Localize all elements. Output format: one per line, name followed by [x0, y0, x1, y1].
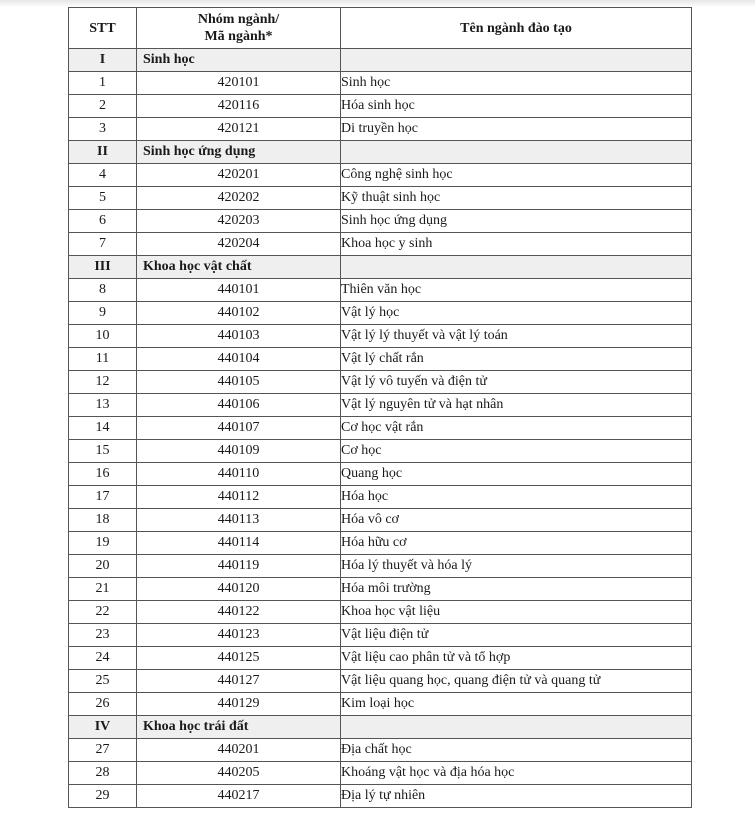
group-numeral: III [69, 256, 137, 279]
table-row [69, 417, 692, 440]
row-name: Khoa học vật liệu [341, 601, 692, 624]
row-code: 440103 [137, 325, 341, 348]
row-name: Địa chất học [341, 739, 692, 762]
group-row [69, 49, 692, 72]
row-code: 420204 [137, 233, 341, 256]
row-stt: 7 [69, 233, 137, 256]
row-code: 440113 [137, 509, 341, 532]
table-row [69, 670, 692, 693]
group-empty-cell [341, 141, 692, 164]
table-row [69, 578, 692, 601]
header-code [137, 8, 341, 49]
header-name: Tên ngành đào tạo [341, 8, 692, 49]
row-code: 420121 [137, 118, 341, 141]
row-name: Khoa học y sinh [341, 233, 692, 256]
table-row [69, 463, 692, 486]
table-row [69, 279, 692, 302]
row-stt: 29 [69, 785, 137, 808]
table-row [69, 118, 692, 141]
row-name: Hóa lý thuyết và hóa lý [341, 555, 692, 578]
row-stt: 5 [69, 187, 137, 210]
group-empty-cell [341, 49, 692, 72]
row-name: Công nghệ sinh học [341, 164, 692, 187]
row-code: 440120 [137, 578, 341, 601]
header-code-line2: Mã ngành* [204, 29, 273, 44]
row-code: 440110 [137, 463, 341, 486]
row-stt: 13 [69, 394, 137, 417]
table-row [69, 555, 692, 578]
table-row [69, 486, 692, 509]
table-row [69, 394, 692, 417]
group-row [69, 141, 692, 164]
group-empty-cell [341, 716, 692, 739]
group-title: Sinh học ứng dụng [137, 141, 341, 164]
row-code: 440101 [137, 279, 341, 302]
row-name: Quang học [341, 463, 692, 486]
row-stt: 19 [69, 532, 137, 555]
table-row [69, 187, 692, 210]
row-stt: 21 [69, 578, 137, 601]
row-name: Vật lý học [341, 302, 692, 325]
table-body [69, 49, 692, 808]
row-name: Khoáng vật học và địa hóa học [341, 762, 692, 785]
table-row [69, 647, 692, 670]
row-code: 420202 [137, 187, 341, 210]
table-row [69, 693, 692, 716]
row-code: 440201 [137, 739, 341, 762]
row-stt: 2 [69, 95, 137, 118]
row-name: Kỹ thuật sinh học [341, 187, 692, 210]
row-stt: 10 [69, 325, 137, 348]
table-row [69, 509, 692, 532]
table-row [69, 302, 692, 325]
group-numeral: I [69, 49, 137, 72]
row-code: 440119 [137, 555, 341, 578]
table-row [69, 371, 692, 394]
row-name: Cơ học vật rắn [341, 417, 692, 440]
row-stt: 4 [69, 164, 137, 187]
group-row [69, 256, 692, 279]
row-stt: 27 [69, 739, 137, 762]
row-name: Địa lý tự nhiên [341, 785, 692, 808]
group-title: Sinh học [137, 49, 341, 72]
row-stt: 20 [69, 555, 137, 578]
row-name: Hóa vô cơ [341, 509, 692, 532]
row-stt: 26 [69, 693, 137, 716]
row-stt: 15 [69, 440, 137, 463]
table-row [69, 785, 692, 808]
table-row [69, 95, 692, 118]
row-code: 440104 [137, 348, 341, 371]
group-empty-cell [341, 256, 692, 279]
row-code: 420203 [137, 210, 341, 233]
row-code: 440107 [137, 417, 341, 440]
row-stt: 23 [69, 624, 137, 647]
row-stt: 25 [69, 670, 137, 693]
table-row [69, 762, 692, 785]
row-code: 440105 [137, 371, 341, 394]
row-name: Vật lý nguyên tử và hạt nhân [341, 394, 692, 417]
row-code: 420101 [137, 72, 341, 95]
row-code: 420201 [137, 164, 341, 187]
row-code: 440125 [137, 647, 341, 670]
group-title: Khoa học vật chất [137, 256, 341, 279]
row-code: 440106 [137, 394, 341, 417]
row-name: Thiên văn học [341, 279, 692, 302]
row-name: Vật lý chất rắn [341, 348, 692, 371]
group-row [69, 716, 692, 739]
table-row [69, 601, 692, 624]
row-code: 420116 [137, 95, 341, 118]
table-row [69, 532, 692, 555]
row-stt: 6 [69, 210, 137, 233]
table-header [69, 8, 692, 49]
row-code: 440102 [137, 302, 341, 325]
row-code: 440127 [137, 670, 341, 693]
row-stt: 24 [69, 647, 137, 670]
row-code: 440122 [137, 601, 341, 624]
row-name: Vật liệu cao phân tử và tổ hợp [341, 647, 692, 670]
row-stt: 18 [69, 509, 137, 532]
row-name: Vật liệu điện tử [341, 624, 692, 647]
row-code: 440112 [137, 486, 341, 509]
row-code: 440129 [137, 693, 341, 716]
row-name: Vật liệu quang học, quang điện tử và quang tử [341, 670, 692, 693]
row-stt: 17 [69, 486, 137, 509]
row-name: Kim loại học [341, 693, 692, 716]
header-row [69, 8, 692, 49]
row-name: Cơ học [341, 440, 692, 463]
row-code: 440114 [137, 532, 341, 555]
row-stt: 14 [69, 417, 137, 440]
page-top-edge [0, 0, 755, 7]
row-stt: 8 [69, 279, 137, 302]
row-name: Hóa hữu cơ [341, 532, 692, 555]
group-numeral: IV [69, 716, 137, 739]
majors-table [68, 7, 692, 808]
row-name: Sinh học ứng dụng [341, 210, 692, 233]
table-row [69, 440, 692, 463]
row-stt: 1 [69, 72, 137, 95]
row-code: 440205 [137, 762, 341, 785]
row-name: Hóa sinh học [341, 95, 692, 118]
row-name: Hóa môi trường [341, 578, 692, 601]
table-row [69, 325, 692, 348]
row-name: Sinh học [341, 72, 692, 95]
table-row [69, 624, 692, 647]
row-stt: 28 [69, 762, 137, 785]
row-code: 440123 [137, 624, 341, 647]
group-numeral: II [69, 141, 137, 164]
row-name: Vật lý lý thuyết và vật lý toán [341, 325, 692, 348]
row-name: Hóa học [341, 486, 692, 509]
header-stt: STT [69, 8, 137, 49]
row-stt: 11 [69, 348, 137, 371]
table-row [69, 210, 692, 233]
table-row [69, 233, 692, 256]
row-name: Vật lý vô tuyến và điện tử [341, 371, 692, 394]
row-name: Di truyền học [341, 118, 692, 141]
table-row [69, 739, 692, 762]
group-title: Khoa học trái đất [137, 716, 341, 739]
table-row [69, 348, 692, 371]
row-stt: 12 [69, 371, 137, 394]
row-code: 440109 [137, 440, 341, 463]
row-stt: 22 [69, 601, 137, 624]
row-stt: 3 [69, 118, 137, 141]
row-code: 440217 [137, 785, 341, 808]
row-stt: 16 [69, 463, 137, 486]
row-stt: 9 [69, 302, 137, 325]
header-code-line1: Nhóm ngành/ [197, 12, 280, 27]
table-row [69, 164, 692, 187]
table-row [69, 72, 692, 95]
